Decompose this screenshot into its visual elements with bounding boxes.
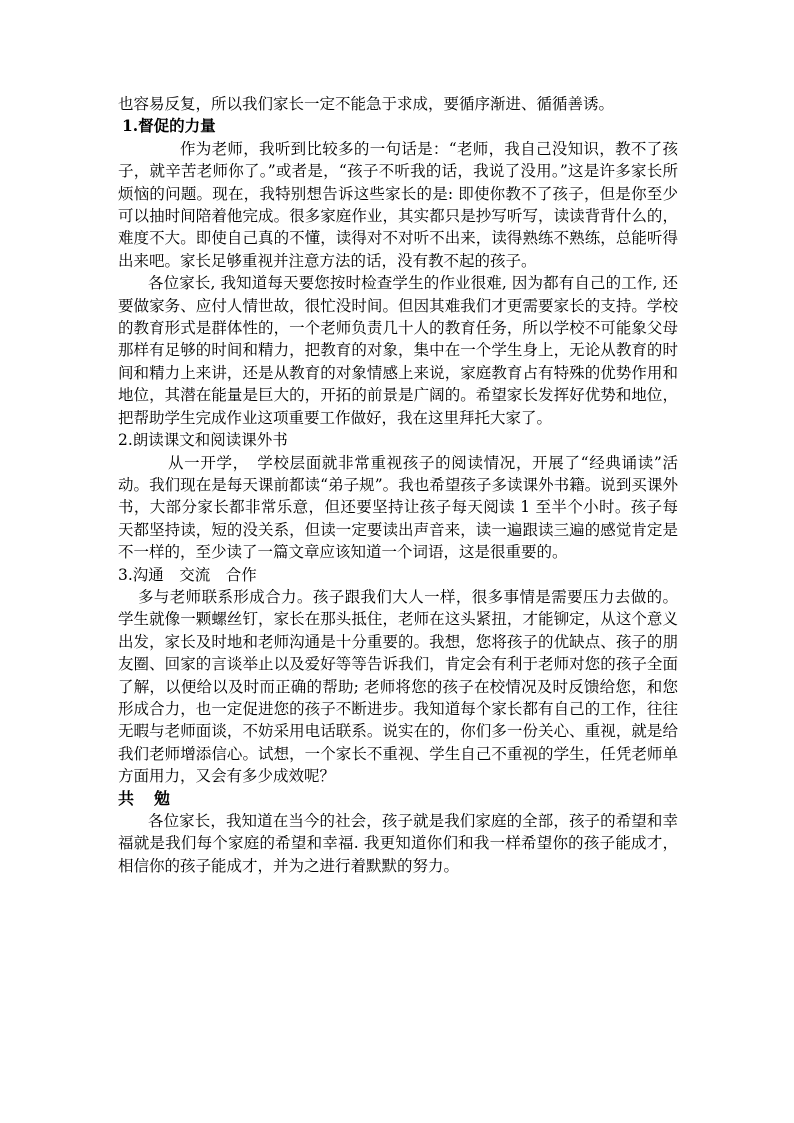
- paragraph-encouragement: 各位家长，我知道在当今的社会，孩子就是我们家庭的全部，孩子的希望和幸福就是我们每个家庭的希望和幸福. 我更知道你们和我一样希望你的孩子能成才，相信你的孩子能成才，并为之进行着默默的努力。: [118, 812, 678, 875]
- paragraph-communication: 多与老师联系形成合力。孩子跟我们大人一样，很多事情是需要压力去做的。学生就像一颗螺丝钉，家长在那头抵住，老师在这头紧扭，才能铆定，从这个意义出发，家长及时地和老师沟通是十分重要的。我想，您将孩子的优缺点、孩子的朋友圈、回家的言谈举止以及爱好等等告诉我们，肯定会有利于老师对您的孩子全面了解，以便给以及时而正确的帮助; 老师将您的孩子在校情况及时反馈给您，和您形成合力，也一定促进您的孩子不断进步。我知道每个家长都有自己的工作，往往无暇与老师面谈，不妨采用电话联系。说实在的，你们多一份关心、重视，就是给我们老师增添信心。试想，一个家长不重视、学生自己不重视的学生，任凭老师单方面用力，又会有多少成效呢？: [118, 587, 678, 786]
- section-heading-supervision: 1.督促的力量: [122, 116, 216, 136]
- section-heading-encouragement: 共 勉: [118, 788, 173, 808]
- section-heading-reading: 2.朗读课文和阅读课外书: [118, 431, 288, 450]
- paragraph-supervision-2: 各位家长, 我知道每天要您按时检查学生的作业很难, 因为都有自己的工作, 还要做家务、应付人情世故，很忙没时间。但因其难我们才更需要家长的支持。学校的教育形式是群体性的，一个老师负责几十人的教育任务，所以学校不可能象父母那样有足够的时间和精力，把教育的对象，集中在一个学生身上，无论从教育的时间和精力上来讲，还是从教育的对象情感上来说，家庭教育占有特殊的优势作用和地位，其潜在能量是巨大的，开拓的前景是广阔的。希望家长发挥好优势和地位，把帮助学生完成作业这项重要工作做好，我在这里拜托大家了。: [118, 274, 678, 427]
- paragraph-reading: 从一开学， 学校层面就非常重视孩子的阅读情况，开展了“经典诵读”活动。我们现在是每天课前都读“弟子规”。我也希望孩子多读课外书籍。说到买课外书，大部分家长都非常乐意，但还要坚持让孩子每天阅读 1 至半个小时。孩子每天都坚持读，短的没关系，但读一定要读出声音来，读一遍跟读三遍的感觉肯定是不一样的，至少读了一篇文章应该知道一个词语，这是很重要的。: [118, 453, 678, 562]
- document-page: [118, 93, 678, 877]
- section-heading-communication: 3.沟通 交流 合作: [118, 565, 257, 584]
- paragraph-supervision-1: 作为老师，我听到比较多的一句话是：“老师，我自己没知识，教不了孩子，就辛苦老师你了。”或者是，“孩子不听我的话，我说了没用。”这是许多家长所烦恼的问题。现在，我特别想告诉这些家长的是: 即使你教不了孩子，但是你至少可以抽时间陪着他完成。很多家庭作业，其实都只是抄写听写，读读背背什么的，难度不大。即使自己真的不懂，读得对不对听不出来，读得熟练不熟练，总能听得出来吧。家长足够重视并注意方法的话，没有教不起的孩子。: [118, 139, 678, 270]
- paragraph-intro: 也容易反复，所以我们家长一定不能急于求成，要循序渐进、循循善诱。: [118, 95, 615, 113]
